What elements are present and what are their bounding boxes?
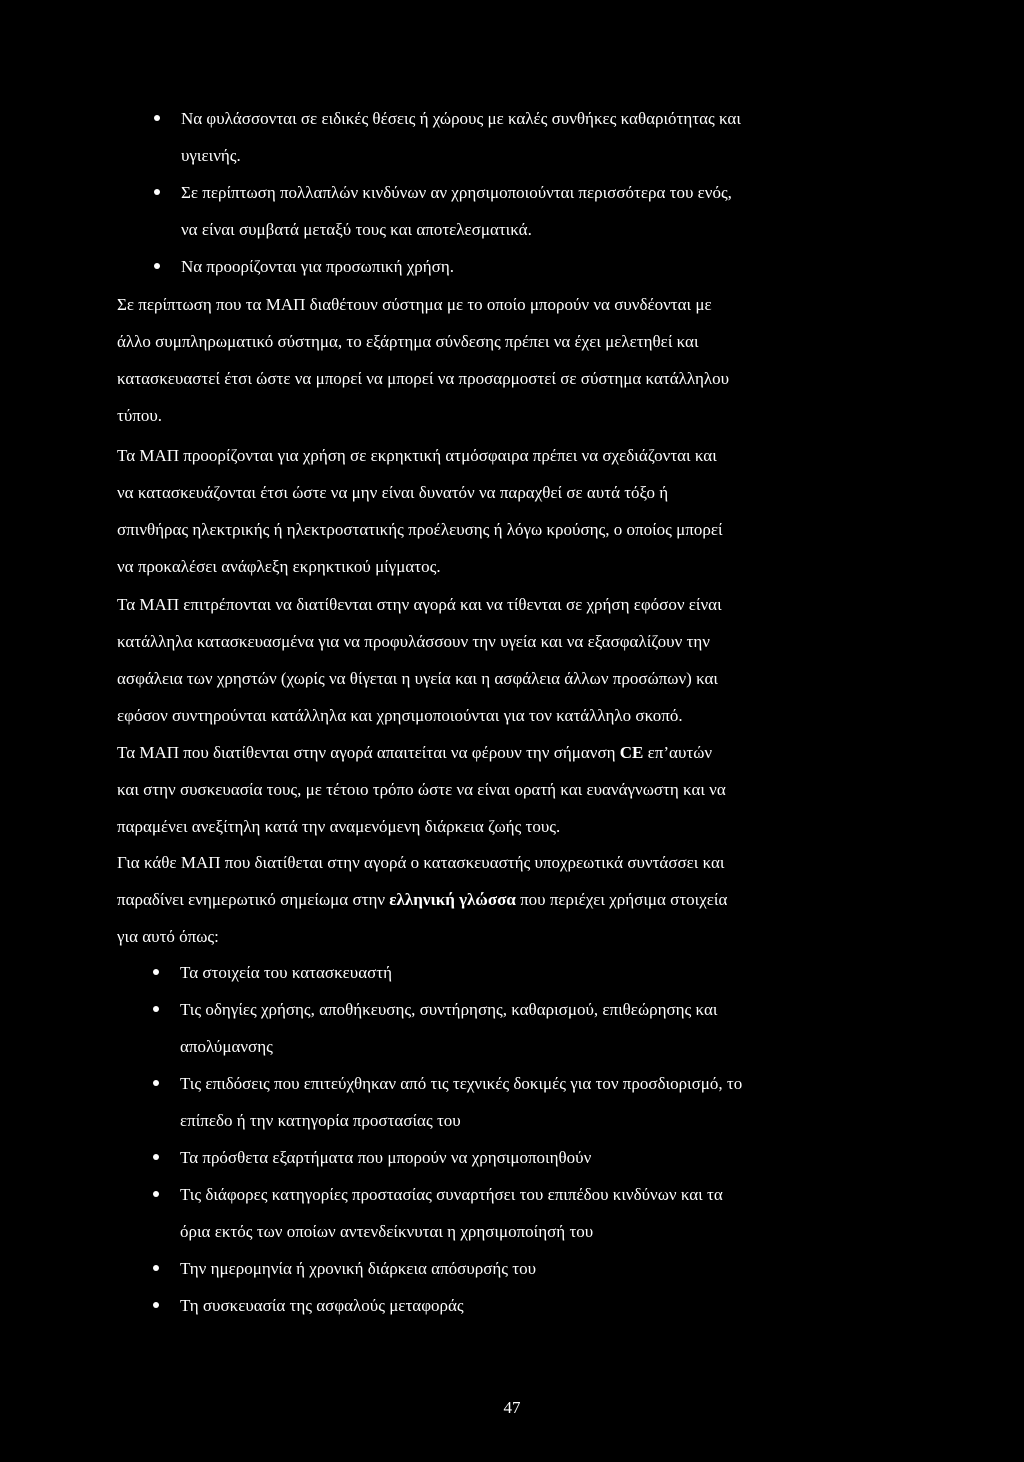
list-item-line: όρια εκτός των οποίων αντενδείκνυται η χρησιμοποίησή του — [180, 1222, 594, 1241]
paragraph-information-note — [117, 844, 907, 955]
bullet-icon — [153, 969, 159, 975]
list-item-line: Τη συσκευασία της ασφαλούς μεταφοράς — [180, 1296, 464, 1315]
list-item-line: Τα στοιχεία του κατασκευαστή — [180, 963, 392, 982]
paragraph-line: ασφάλεια των χρηστών (χωρίς να θίγεται η υγεία και η ασφάλεια άλλων προσώπων) και — [117, 669, 718, 688]
list-item-line: Σε περίπτωση πολλαπλών κινδύνων αν χρησιμοποιούνται περισσότερα του ενός, — [181, 183, 732, 202]
paragraph-line: παραμένει ανεξίτηλη κατά την αναμενόμενη διάρκεια ζωής τους. — [117, 817, 561, 836]
paragraph-market-availability — [117, 586, 907, 734]
list-item — [117, 991, 907, 1065]
bullet-icon — [153, 1154, 159, 1160]
list-item — [117, 1287, 907, 1324]
paragraph-line — [117, 734, 907, 771]
bullet-icon — [154, 263, 160, 269]
text-run: Τα ΜΑΠ που διατίθενται στην αγορά απαιτείται να φέρουν την σήμανση — [117, 743, 620, 762]
page-number: 47 — [503, 1398, 521, 1417]
list-item-line: Τις διάφορες κατηγορίες προστασίας συναρτήσει του επιπέδου κινδύνων και τα — [180, 1185, 723, 1204]
list-item-line: Να φυλάσσονται σε ειδικές θέσεις ή χώρους με καλές συνθήκες καθαριότητας και — [181, 109, 741, 128]
list-item — [117, 248, 907, 285]
paragraph-line: και στην συσκευασία τους, με τέτοιο τρόπο ώστε να είναι ορατή και ευανάγνωστη και να — [117, 780, 726, 799]
greek-language-text: ελληνική γλώσσα — [389, 890, 516, 909]
bullet-icon — [154, 189, 160, 195]
paragraph-line: τύπου. — [117, 406, 162, 425]
bullet-icon — [153, 1006, 159, 1012]
list-item — [117, 954, 907, 991]
paragraph-line: Για κάθε ΜΑΠ που διατίθεται στην αγορά ο κατασκευαστής υποχρεωτικά συντάσσει και — [117, 853, 725, 872]
paragraph-explosive-atmosphere — [117, 437, 907, 585]
text-run: που περιέχει χρήσιμα στοιχεία — [515, 890, 728, 909]
list-item — [117, 1139, 907, 1176]
paragraph-line: σπινθήρας ηλεκτρικής ή ηλεκτροστατικής προέλευσης ή λόγω κρούσης, ο οποίος μπορεί — [117, 520, 723, 539]
paragraph-connection-system — [117, 286, 907, 434]
paragraph-line: Τα ΜΑΠ επιτρέπονται να διατίθενται στην αγορά και να τίθενται σε χρήση εφόσον είναι — [117, 595, 722, 614]
paragraph-line: για αυτό όπως: — [117, 927, 219, 946]
paragraph-line: κατάλληλα κατασκευασμένα για να προφυλάσσουν την υγεία και να εξασφαλίζουν την — [117, 632, 710, 651]
paragraph-line: άλλο συμπληρωματικό σύστημα, το εξάρτημα σύνδεσης πρέπει να έχει μελετηθεί και — [117, 332, 699, 351]
bullet-icon — [153, 1302, 159, 1308]
list-item-line: Τις οδηγίες χρήσης, αποθήκευσης, συντήρησης, καθαρισμού, επιθεώρησης και — [180, 1000, 718, 1019]
list-item-line: να είναι συμβατά μεταξύ τους και αποτελεσματικά. — [181, 220, 532, 239]
list-item-line: Τις επιδόσεις που επιτεύχθηκαν από τις τεχνικές δοκιμές για τον προσδιορισμό, το — [180, 1074, 743, 1093]
list-item — [117, 1250, 907, 1287]
bottom-bullet-list — [117, 954, 907, 1324]
paragraph-line: κατασκευαστεί έτσι ώστε να μπορεί να μπορεί να προσαρμοστεί σε σύστημα κατάλληλου — [117, 369, 729, 388]
list-item-line: Την ημερομηνία ή χρονική διάρκεια απόσυρσής του — [180, 1259, 537, 1278]
list-item-line: επίπεδο ή την κατηγορία προστασίας του — [180, 1111, 461, 1130]
list-item — [117, 100, 907, 174]
paragraph-line: να προκαλέσει ανάφλεξη εκρηκτικού μίγματος. — [117, 557, 441, 576]
bullet-icon — [153, 1080, 159, 1086]
bullet-icon — [154, 115, 160, 121]
list-item-line: υγιεινής. — [181, 146, 241, 165]
list-item — [117, 1176, 907, 1250]
bullet-icon — [153, 1265, 159, 1271]
paragraph-line: Τα ΜΑΠ προορίζονται για χρήση σε εκρηκτική ατμόσφαιρα πρέπει να σχεδιάζονται και — [117, 446, 717, 465]
list-item — [117, 174, 907, 248]
list-item-line: Τα πρόσθετα εξαρτήματα που μπορούν να χρησιμοποιηθούν — [180, 1148, 592, 1167]
list-item-line: Να προορίζονται για προσωπική χρήση. — [181, 257, 454, 276]
paragraph-ce-marking — [117, 734, 907, 845]
text-run: επ’αυτών — [643, 743, 713, 762]
list-item-line: απολύμανσης — [180, 1037, 273, 1056]
paragraph-line: να κατασκευάζονται έτσι ώστε να μην είναι δυνατόν να παραχθεί σε αυτά τόξο ή — [117, 483, 669, 502]
text-run: παραδίνει ενημερωτικό σημείωμα στην — [117, 890, 390, 909]
ce-mark-text: CE — [619, 743, 644, 762]
paragraph-line — [117, 881, 907, 918]
paragraph-line: εφόσον συντηρούνται κατάλληλα και χρησιμοποιούνται για τον κατάλληλο σκοπό. — [117, 706, 683, 725]
top-bullet-list — [117, 100, 907, 285]
paragraph-line: Σε περίπτωση που τα ΜΑΠ διαθέτουν σύστημα με το οποίο μπορούν να συνδέονται με — [117, 295, 712, 314]
bullet-icon — [153, 1191, 159, 1197]
list-item — [117, 1065, 907, 1139]
